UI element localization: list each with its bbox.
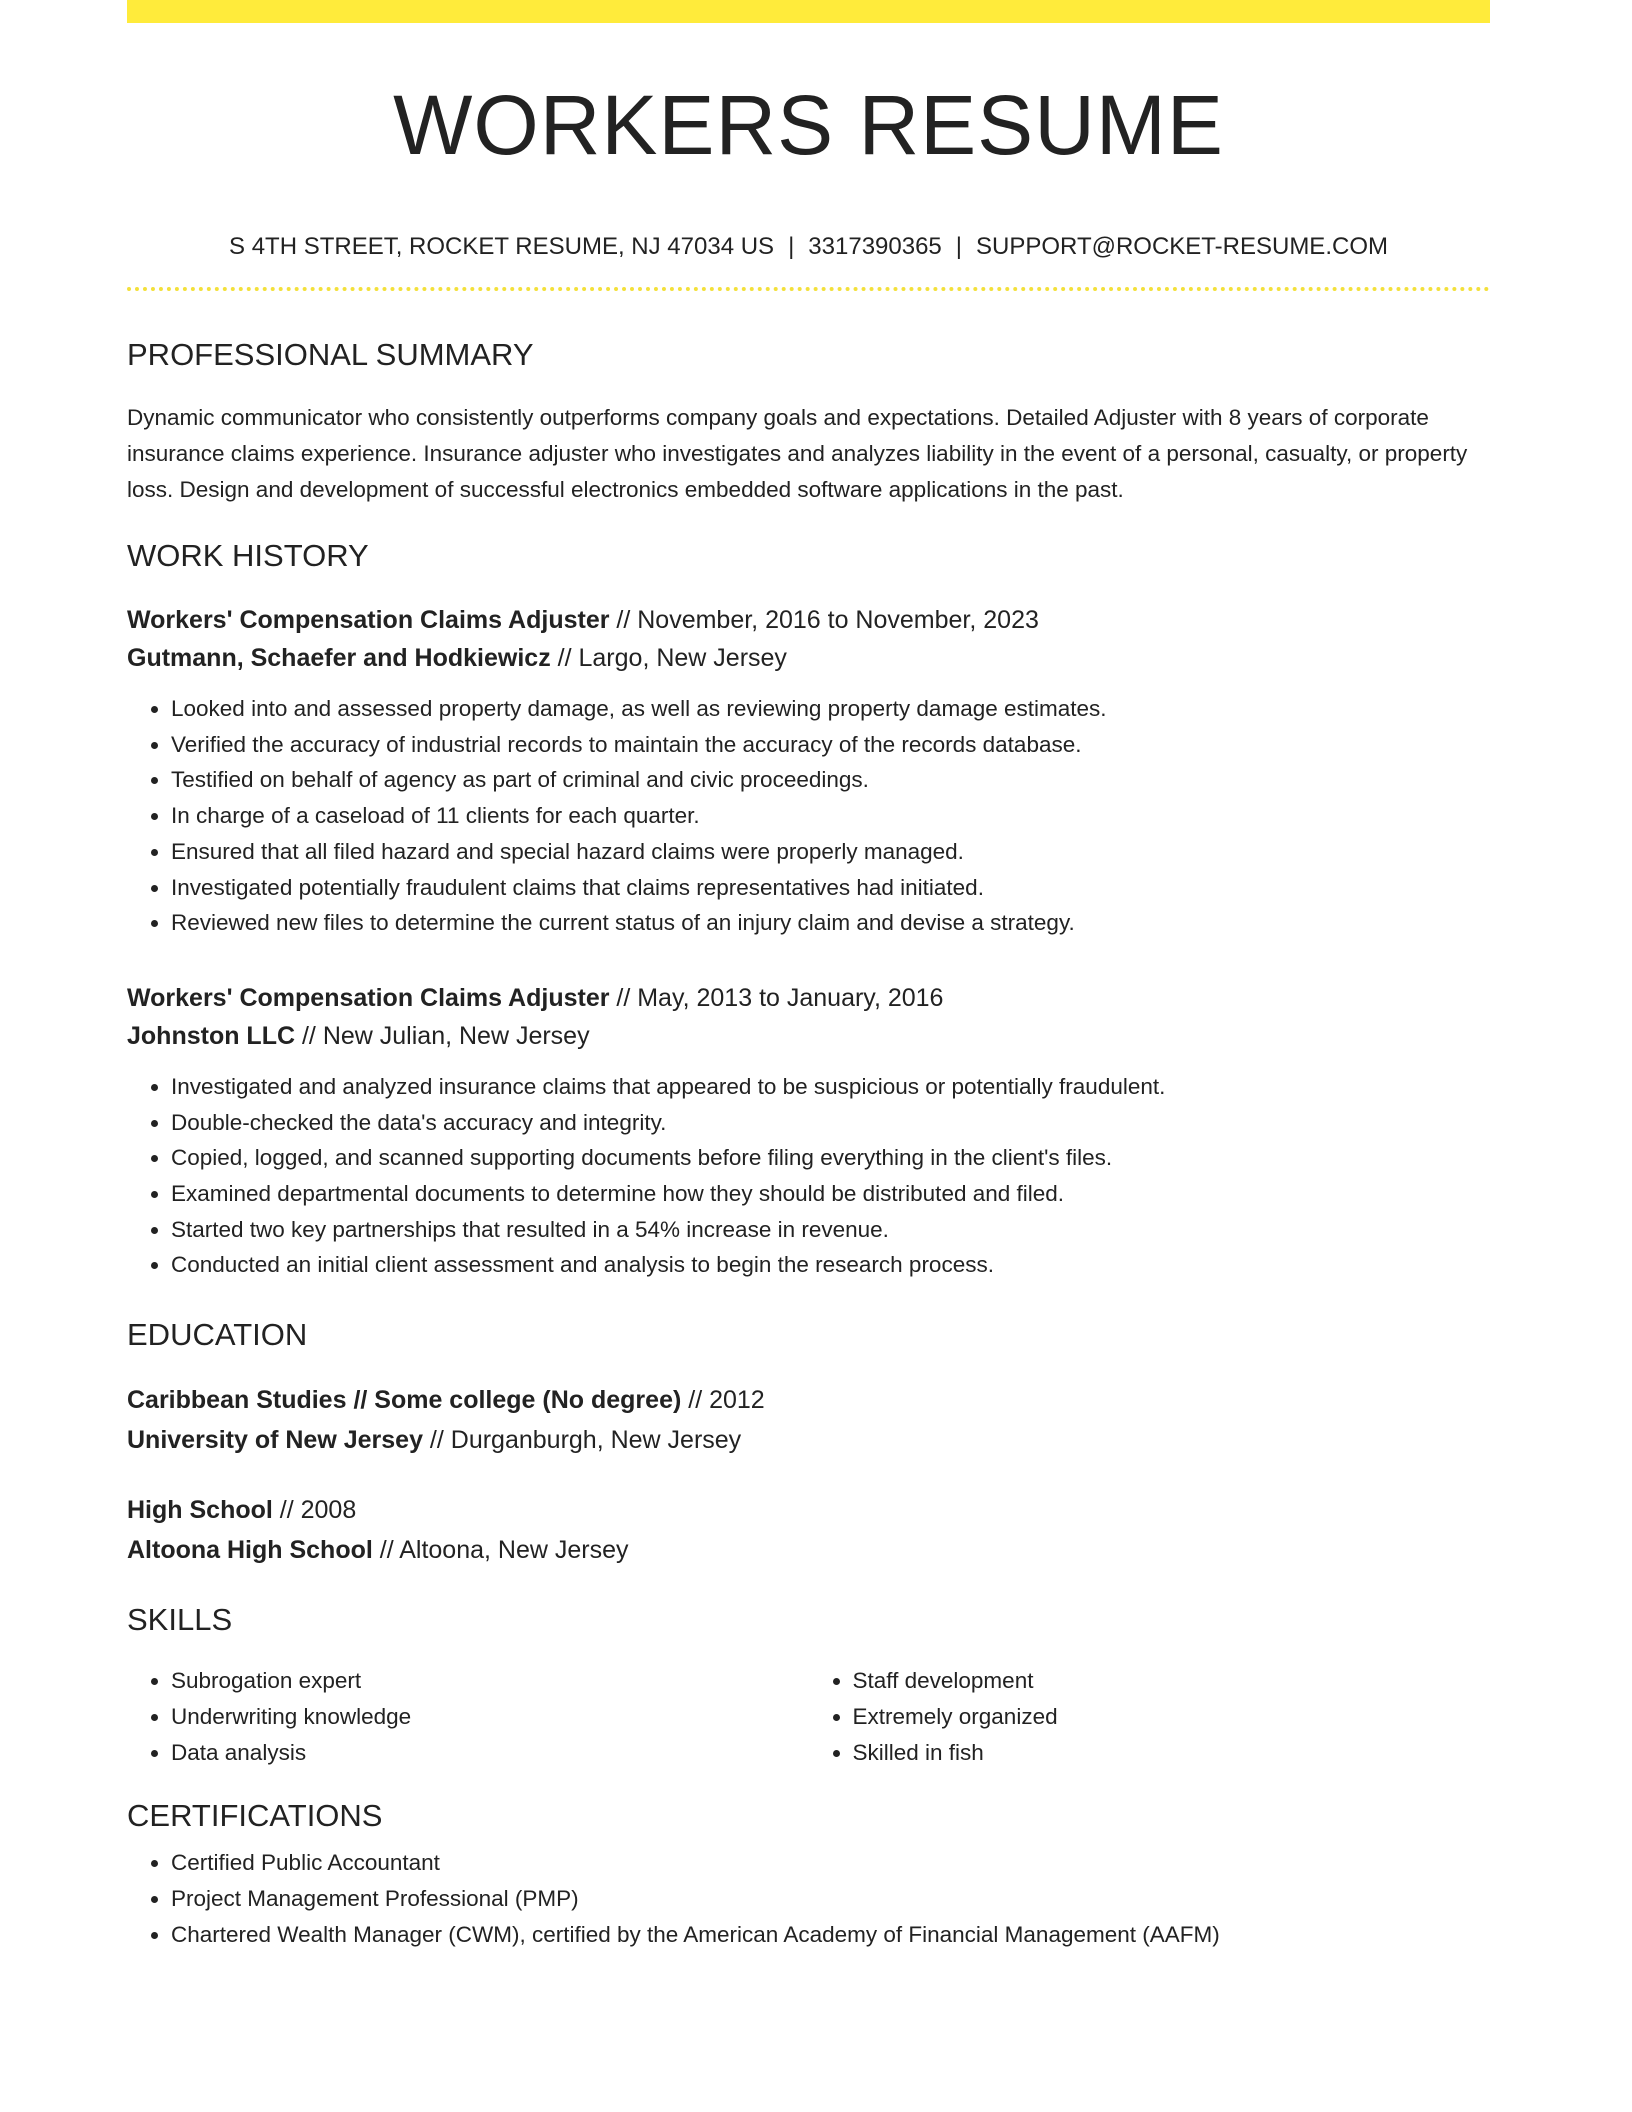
job-title-line [127, 979, 1490, 1017]
summary-text: Dynamic communicator who consistently outperforms company goals and expectations. Detailed Adjuster with 8 years of corporate insurance claims experience. Insurance adjuster who investigates and analyzes liability in the event of a personal, casualty, or property loss. Design and development of successful electronics embedded software applications in the past. [127, 405, 1468, 502]
list-item: • Subrogation expert [171, 1663, 809, 1699]
contact-phone: 3317390365 [808, 233, 942, 260]
job-company: Gutmann, Schaefer and Hodkiewicz [127, 644, 551, 672]
job-bullets [127, 1069, 1490, 1283]
contact-line [127, 235, 1490, 259]
education-degree: High School [127, 1496, 273, 1525]
job-position: Workers' Compensation Claims Adjuster [127, 606, 610, 634]
work-history-heading: WORK HISTORY [127, 538, 369, 573]
education-entry [127, 1380, 1490, 1460]
contact-separator: | [788, 233, 795, 260]
education-school-line [127, 1420, 1490, 1460]
job-location: // New Julian, New Jersey [295, 1021, 590, 1050]
resume-name: WORKERS RESUME [393, 78, 1224, 172]
education-degree-line [127, 1490, 1490, 1530]
list-item: • Project Management Professional (PMP) [171, 1881, 1490, 1917]
skills-right-column [809, 1663, 1491, 1770]
list-item: • Underwriting knowledge [171, 1699, 809, 1735]
education-location: // Durganburgh, New Jersey [422, 1426, 742, 1455]
list-item: • Investigated and analyzed insurance claims that appeared to be suspicious or potentially fraudulent. [171, 1069, 1490, 1105]
education-degree: Caribbean Studies // Some college (No degree) [127, 1386, 682, 1415]
list-item: • Skilled in fish [853, 1735, 1491, 1771]
job-entry [127, 979, 1490, 1283]
list-item: • Examined departmental documents to determine how they should be distributed and filed. [171, 1176, 1490, 1212]
skills-grid [127, 1663, 1490, 1770]
list-item: • Verified the accuracy of industrial records to maintain the accuracy of the records database. [171, 727, 1490, 763]
list-item: • Extremely organized [853, 1699, 1491, 1735]
list-item: • Looked into and assessed property damage, as well as reviewing property damage estimates. [171, 691, 1490, 727]
skills-heading: SKILLS [127, 1602, 233, 1638]
education-school: Altoona High School [127, 1536, 373, 1565]
education-year: // 2012 [681, 1386, 765, 1415]
education-degree-line [127, 1380, 1490, 1420]
job-company-line [127, 1017, 1490, 1055]
education-school-line [127, 1530, 1490, 1570]
list-item: • Double-checked the data's accuracy and integrity. [171, 1105, 1490, 1141]
dotted-divider [127, 287, 1490, 291]
job-dates: // May, 2013 to January, 2016 [609, 983, 944, 1012]
job-entry [127, 601, 1490, 941]
skills-left-column [127, 1663, 809, 1770]
contact-separator: | [955, 233, 963, 260]
job-dates: // November, 2016 to November, 2023 [609, 606, 1039, 634]
education-school: University of New Jersey [127, 1426, 423, 1455]
list-item: • Certified Public Accountant [171, 1845, 1490, 1881]
contact-email: SUPPORT@ROCKET-RESUME.COM [976, 233, 1388, 260]
list-item: • Conducted an initial client assessment and analysis to begin the research process. [171, 1247, 1490, 1283]
job-bullets [127, 691, 1490, 941]
job-title-line [127, 601, 1490, 639]
education-heading: EDUCATION [127, 1317, 308, 1353]
certifications-list [127, 1845, 1490, 1952]
certifications-heading: CERTIFICATIONS [127, 1798, 383, 1834]
list-item: • Started two key partnerships that resulted in a 54% increase in revenue. [171, 1212, 1490, 1248]
list-item: • Investigated potentially fraudulent claims that claims representatives had initiated. [171, 870, 1490, 906]
resume-page [127, 0, 1490, 1952]
list-item: • Chartered Wealth Manager (CWM), certified by the American Academy of Financial Management (AAFM) [171, 1917, 1490, 1953]
job-location: // Largo, New Jersey [550, 644, 787, 672]
summary-heading: PROFESSIONAL SUMMARY [127, 337, 534, 372]
list-item: • Testified on behalf of agency as part of criminal and civic proceedings. [171, 762, 1490, 798]
education-location: // Altoona, New Jersey [372, 1536, 629, 1565]
job-company: Johnston LLC [127, 1021, 296, 1050]
list-item: • In charge of a caseload of 11 clients for each quarter. [171, 798, 1490, 834]
list-item: • Ensured that all filed hazard and special hazard claims were properly managed. [171, 834, 1490, 870]
job-company-line [127, 639, 1490, 677]
job-position: Workers' Compensation Claims Adjuster [127, 983, 610, 1012]
accent-bar [127, 0, 1490, 23]
education-entry [127, 1490, 1490, 1570]
list-item: • Copied, logged, and scanned supporting documents before filing everything in the client's files. [171, 1140, 1490, 1176]
education-year: // 2008 [272, 1496, 357, 1525]
list-item: • Data analysis [171, 1735, 809, 1771]
contact-address: S 4TH STREET, ROCKET RESUME, NJ 47034 US [229, 233, 775, 260]
list-item: • Staff development [853, 1663, 1491, 1699]
list-item: • Reviewed new files to determine the current status of an injury claim and devise a strategy. [171, 905, 1490, 941]
